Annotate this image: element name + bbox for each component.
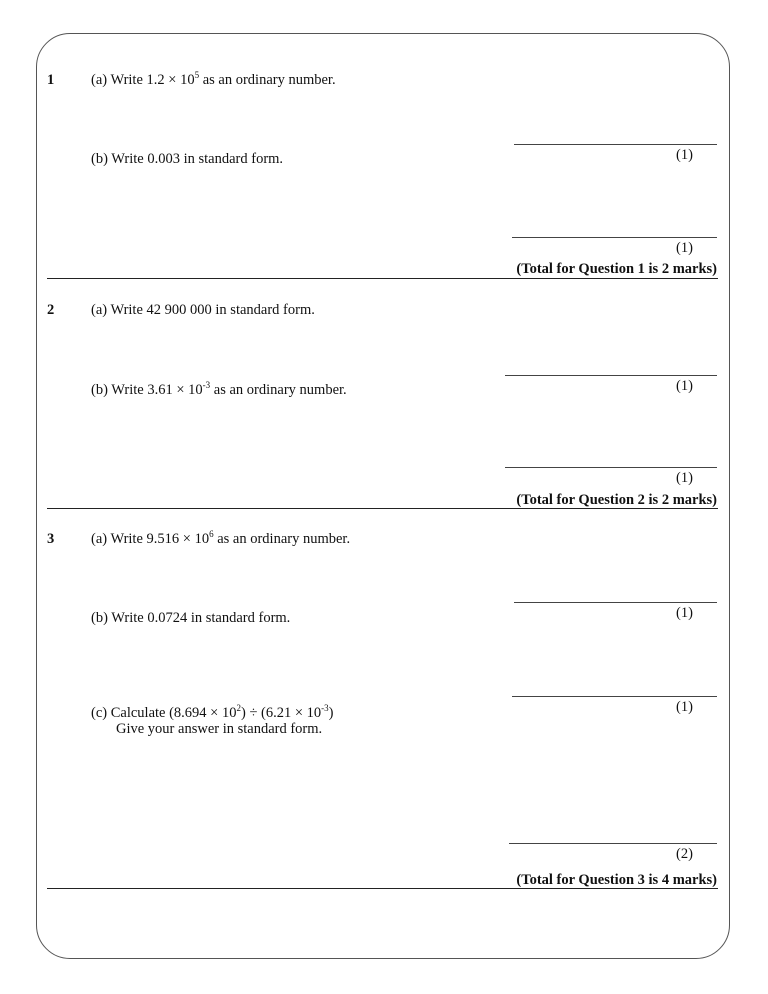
answer-line-3a[interactable] xyxy=(514,602,717,603)
question-3-total: (Total for Question 3 is 4 marks) xyxy=(516,872,717,888)
answer-line-1a[interactable] xyxy=(514,144,717,145)
answer-line-3b[interactable] xyxy=(512,696,717,697)
question-number: 2 xyxy=(47,302,55,318)
question-2b-text: (b) Write $3.61 \times 10^{-3}$ as an ordinary number. xyxy=(91,380,347,398)
marks-2b: (1) xyxy=(676,470,693,486)
marks-3a: (1) xyxy=(676,605,693,621)
question-2a-text: (a) Write 42 900 000 in standard form. xyxy=(91,302,315,318)
marks-1a: (1) xyxy=(676,147,693,163)
answer-line-2b[interactable] xyxy=(505,467,717,468)
question-2-total: (Total for Question 2 is 2 marks) xyxy=(516,492,717,508)
question-separator xyxy=(47,508,718,509)
marks-1b: (1) xyxy=(676,240,693,256)
question-1b-text: (b) Write 0.003 in standard form. xyxy=(91,151,284,167)
question-number: 3 xyxy=(47,531,55,547)
marks-3c: (2) xyxy=(676,846,693,862)
question-3a-text: (a) Write $9.516 \times 10^6$ as an ordinary number. xyxy=(91,529,351,547)
marks-3b: (1) xyxy=(676,699,693,715)
marks-2a: (1) xyxy=(676,378,693,394)
question-3c-text: (c) Calculate $(8.694 \times 10^2) \div (6.21 \times 10^{-3})$ xyxy=(91,703,334,721)
question-number: 1 xyxy=(47,72,55,88)
question-separator xyxy=(47,888,718,889)
answer-line-1b[interactable] xyxy=(512,237,717,238)
answer-line-2a[interactable] xyxy=(505,375,717,376)
question-3c-instruction: Give your answer in standard form. xyxy=(116,721,323,737)
question-1-total: (Total for Question 1 is 2 marks) xyxy=(516,261,717,277)
answer-line-3c[interactable] xyxy=(509,843,717,844)
question-3b-text: (b) Write 0.0724 in standard form. xyxy=(91,610,291,626)
question-separator xyxy=(47,278,718,279)
question-1a-text: (a) Write $1.2 \times 10^5$ as an ordinary number. xyxy=(91,70,336,88)
